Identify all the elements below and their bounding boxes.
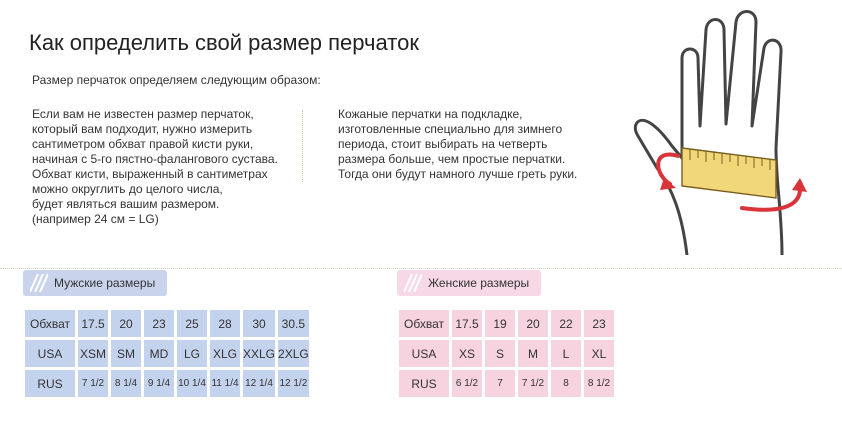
- table-cell: 17.5: [78, 310, 108, 337]
- table-cell: USA: [399, 340, 449, 367]
- table-cell: 7: [485, 370, 515, 397]
- table-cell: XL: [584, 340, 614, 367]
- table-cell: 7 1/2: [78, 370, 108, 397]
- table-row: [25, 310, 309, 337]
- table-cell: 30.5: [278, 310, 309, 337]
- table-cell: 8 1/2: [584, 370, 614, 397]
- table-cell: RUS: [25, 370, 75, 397]
- intro-text: Размер перчаток определяем следующим образом:: [32, 73, 321, 87]
- column-divider: [302, 110, 303, 182]
- table-row: [25, 370, 309, 397]
- women-sizes-label: Женские размеры: [428, 276, 530, 290]
- table-cell: 6 1/2: [452, 370, 482, 397]
- table-cell: Обхват: [399, 310, 449, 337]
- table-cell: 17.5: [452, 310, 482, 337]
- table-cell: 28: [210, 310, 240, 337]
- table-cell: 11 1/4: [210, 370, 240, 397]
- table-row: [399, 370, 614, 397]
- stripes-icon: [30, 274, 48, 292]
- men-sizes-badge: [23, 270, 167, 296]
- table-row: [25, 340, 309, 367]
- table-cell: XSM: [78, 340, 108, 367]
- table-cell: 19: [485, 310, 515, 337]
- men-sizes-label: Мужские размеры: [54, 276, 156, 290]
- section-divider: [0, 268, 842, 269]
- table-cell: 30: [243, 310, 275, 337]
- table-cell: LG: [177, 340, 207, 367]
- table-cell: 2XLG: [278, 340, 309, 367]
- table-cell: 8: [551, 370, 581, 397]
- table-cell: 25: [177, 310, 207, 337]
- table-cell: 7 1/2: [518, 370, 548, 397]
- table-cell: Обхват: [25, 310, 75, 337]
- table-cell: MD: [144, 340, 174, 367]
- table-cell: M: [518, 340, 548, 367]
- table-cell: USA: [25, 340, 75, 367]
- table-cell: S: [485, 340, 515, 367]
- table-cell: 20: [111, 310, 141, 337]
- table-cell: XS: [452, 340, 482, 367]
- table-cell: 20: [518, 310, 548, 337]
- table-cell: 10 1/4: [177, 370, 207, 397]
- stripes-icon: [404, 274, 422, 292]
- women-sizes-badge: [397, 270, 541, 296]
- table-row: [399, 310, 614, 337]
- table-cell: 8 1/4: [111, 370, 141, 397]
- table-cell: RUS: [399, 370, 449, 397]
- table-cell: SM: [111, 340, 141, 367]
- table-cell: 23: [144, 310, 174, 337]
- women-size-table: [396, 307, 617, 400]
- table-cell: 22: [551, 310, 581, 337]
- table-cell: L: [551, 340, 581, 367]
- table-cell: 9 1/4: [144, 370, 174, 397]
- men-size-table: [22, 307, 312, 400]
- table-cell: 12 1/2: [278, 370, 309, 397]
- table-cell: 12 1/4: [243, 370, 275, 397]
- page-title: Как определить свой размер перчаток: [29, 30, 419, 55]
- hand-measuring-tape-icon: [632, 8, 837, 255]
- table-cell: 23: [584, 310, 614, 337]
- table-cell: XXLG: [243, 340, 275, 367]
- table-row: [399, 340, 614, 367]
- table-cell: XLG: [210, 340, 240, 367]
- winter-gloves-note: Кожаные перчатки на подкладке, изготовленные специально для зимнего периода, стоит выбирать на четверть размера больше, чем простые перчатки. Тогда они будут намного лучше греть руки.: [338, 107, 578, 181]
- measure-instructions: Если вам не известен размер перчаток, который вам подходит, нужно измерить сантиметром обхват правой кисти руки, начиная с 5-го пястно-фалангового сустава. Обхват кисти, выраженный в сантиметрах можно округлить до целого числа, будет являться вашим размером. (например 24 см = LG): [32, 107, 278, 226]
